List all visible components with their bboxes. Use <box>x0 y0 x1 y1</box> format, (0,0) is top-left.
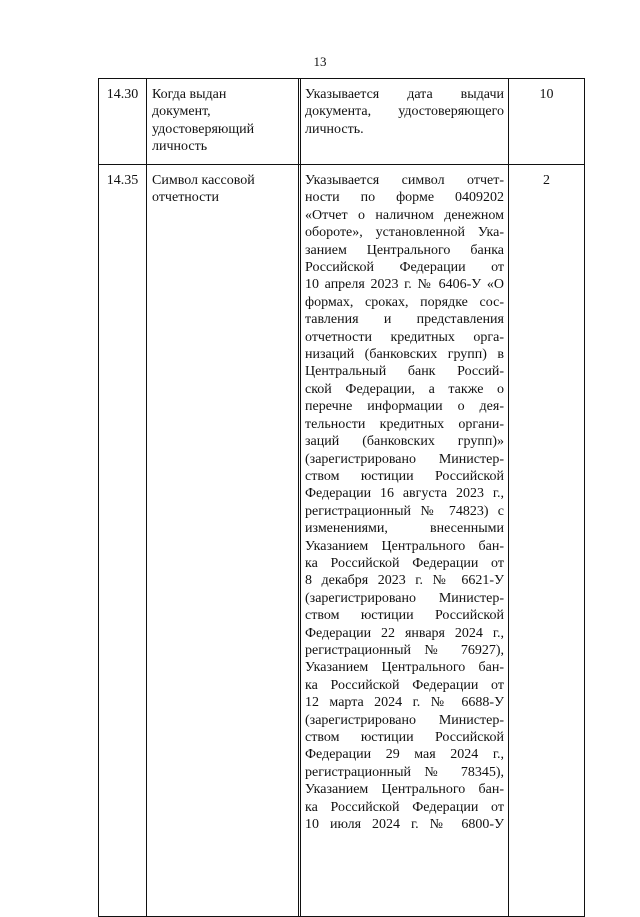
description-line: отчетности кредитных орга- <box>305 329 504 345</box>
description-line: низаций (банковских групп) в <box>305 347 504 363</box>
description-line: изменениями, внесенными <box>305 521 504 537</box>
description-line: Федерации 29 мая 2024 г., <box>305 747 504 763</box>
description-line: ством юстиции Российской <box>305 468 504 484</box>
field-name-line: удостоверяющий <box>152 121 255 137</box>
description-line: (зарегистрировано Министер- <box>305 451 504 467</box>
description-line: обороте», установленной Ука- <box>305 225 504 241</box>
description-line: ка Российской Федерации от <box>305 799 504 815</box>
description-line: заций (банковских групп)» <box>305 434 504 450</box>
description-line: документа, удостоверяющего <box>305 104 504 120</box>
description-line: Указывается дата выдачи <box>305 87 504 102</box>
field-name-line: отчетности <box>152 190 219 206</box>
field-name-line: Когда выдан <box>152 87 227 102</box>
description-line: регистрационный № 74823) с <box>305 503 504 519</box>
description-line: «Отчет о наличном денежном <box>305 207 504 223</box>
page-number: 13 <box>313 54 327 69</box>
description-line: занием Центрального банка <box>305 242 504 258</box>
description-line: перечне информации о дея- <box>305 399 504 415</box>
description-line: 10 апреля 2023 г. № 6406-У «О <box>305 277 504 293</box>
description-line: личность. <box>305 121 364 137</box>
description-line: тельности кредитных органи- <box>305 416 504 432</box>
field-name-line: личность <box>152 139 208 155</box>
description-line: тавления и представления <box>305 312 504 328</box>
description-line: Центральный банк Россий- <box>305 364 504 380</box>
description-line: 8 декабря 2023 г. № 6621-У <box>305 573 504 589</box>
description-line: ством юстиции Российской <box>305 730 504 745</box>
description-line: ской Федерации, а также о <box>305 381 504 397</box>
description-line: Указанием Центрального бан- <box>305 538 504 554</box>
field-description <box>301 79 509 165</box>
table-row <box>99 165 585 917</box>
description-line: Указывается символ отчет- <box>305 173 504 188</box>
description-line: Указанием Центрального бан- <box>305 782 504 798</box>
description-line: ка Российской Федерации от <box>305 555 504 571</box>
description-line: регистрационный № 78345), <box>305 764 504 780</box>
field-length: 10 <box>509 79 585 165</box>
field-name-line: Символ кассовой <box>152 173 255 188</box>
field-code: 14.35 <box>99 165 147 917</box>
field-name <box>147 79 299 165</box>
description-line: 12 марта 2024 г. № 6688-У <box>305 695 504 711</box>
field-name-line: документ, <box>152 104 211 120</box>
description-line: Указанием Центрального бан- <box>305 660 504 676</box>
description-line: формах, сроках, порядке сос- <box>305 294 504 310</box>
description-line: ством юстиции Российской <box>305 608 504 624</box>
description-line: Федерации 22 января 2024 г., <box>305 625 504 641</box>
field-description <box>301 165 509 917</box>
field-length: 2 <box>509 165 585 917</box>
fields-table <box>98 78 585 917</box>
description-line: 10 июля 2024 г. № 6800-У <box>305 817 504 833</box>
field-name <box>147 165 299 917</box>
table-row <box>99 79 585 165</box>
description-line: (зарегистрировано Министер- <box>305 590 504 606</box>
description-line: Федерации 16 августа 2023 г., <box>305 486 504 502</box>
description-line: Российской Федерации от <box>305 260 504 276</box>
field-code: 14.30 <box>99 79 147 165</box>
description-line: ности по форме 0409202 <box>305 190 504 206</box>
description-line: (зарегистрировано Министер- <box>305 712 504 728</box>
description-line: ка Российской Федерации от <box>305 677 504 693</box>
description-line: регистрационный № 76927), <box>305 642 504 658</box>
